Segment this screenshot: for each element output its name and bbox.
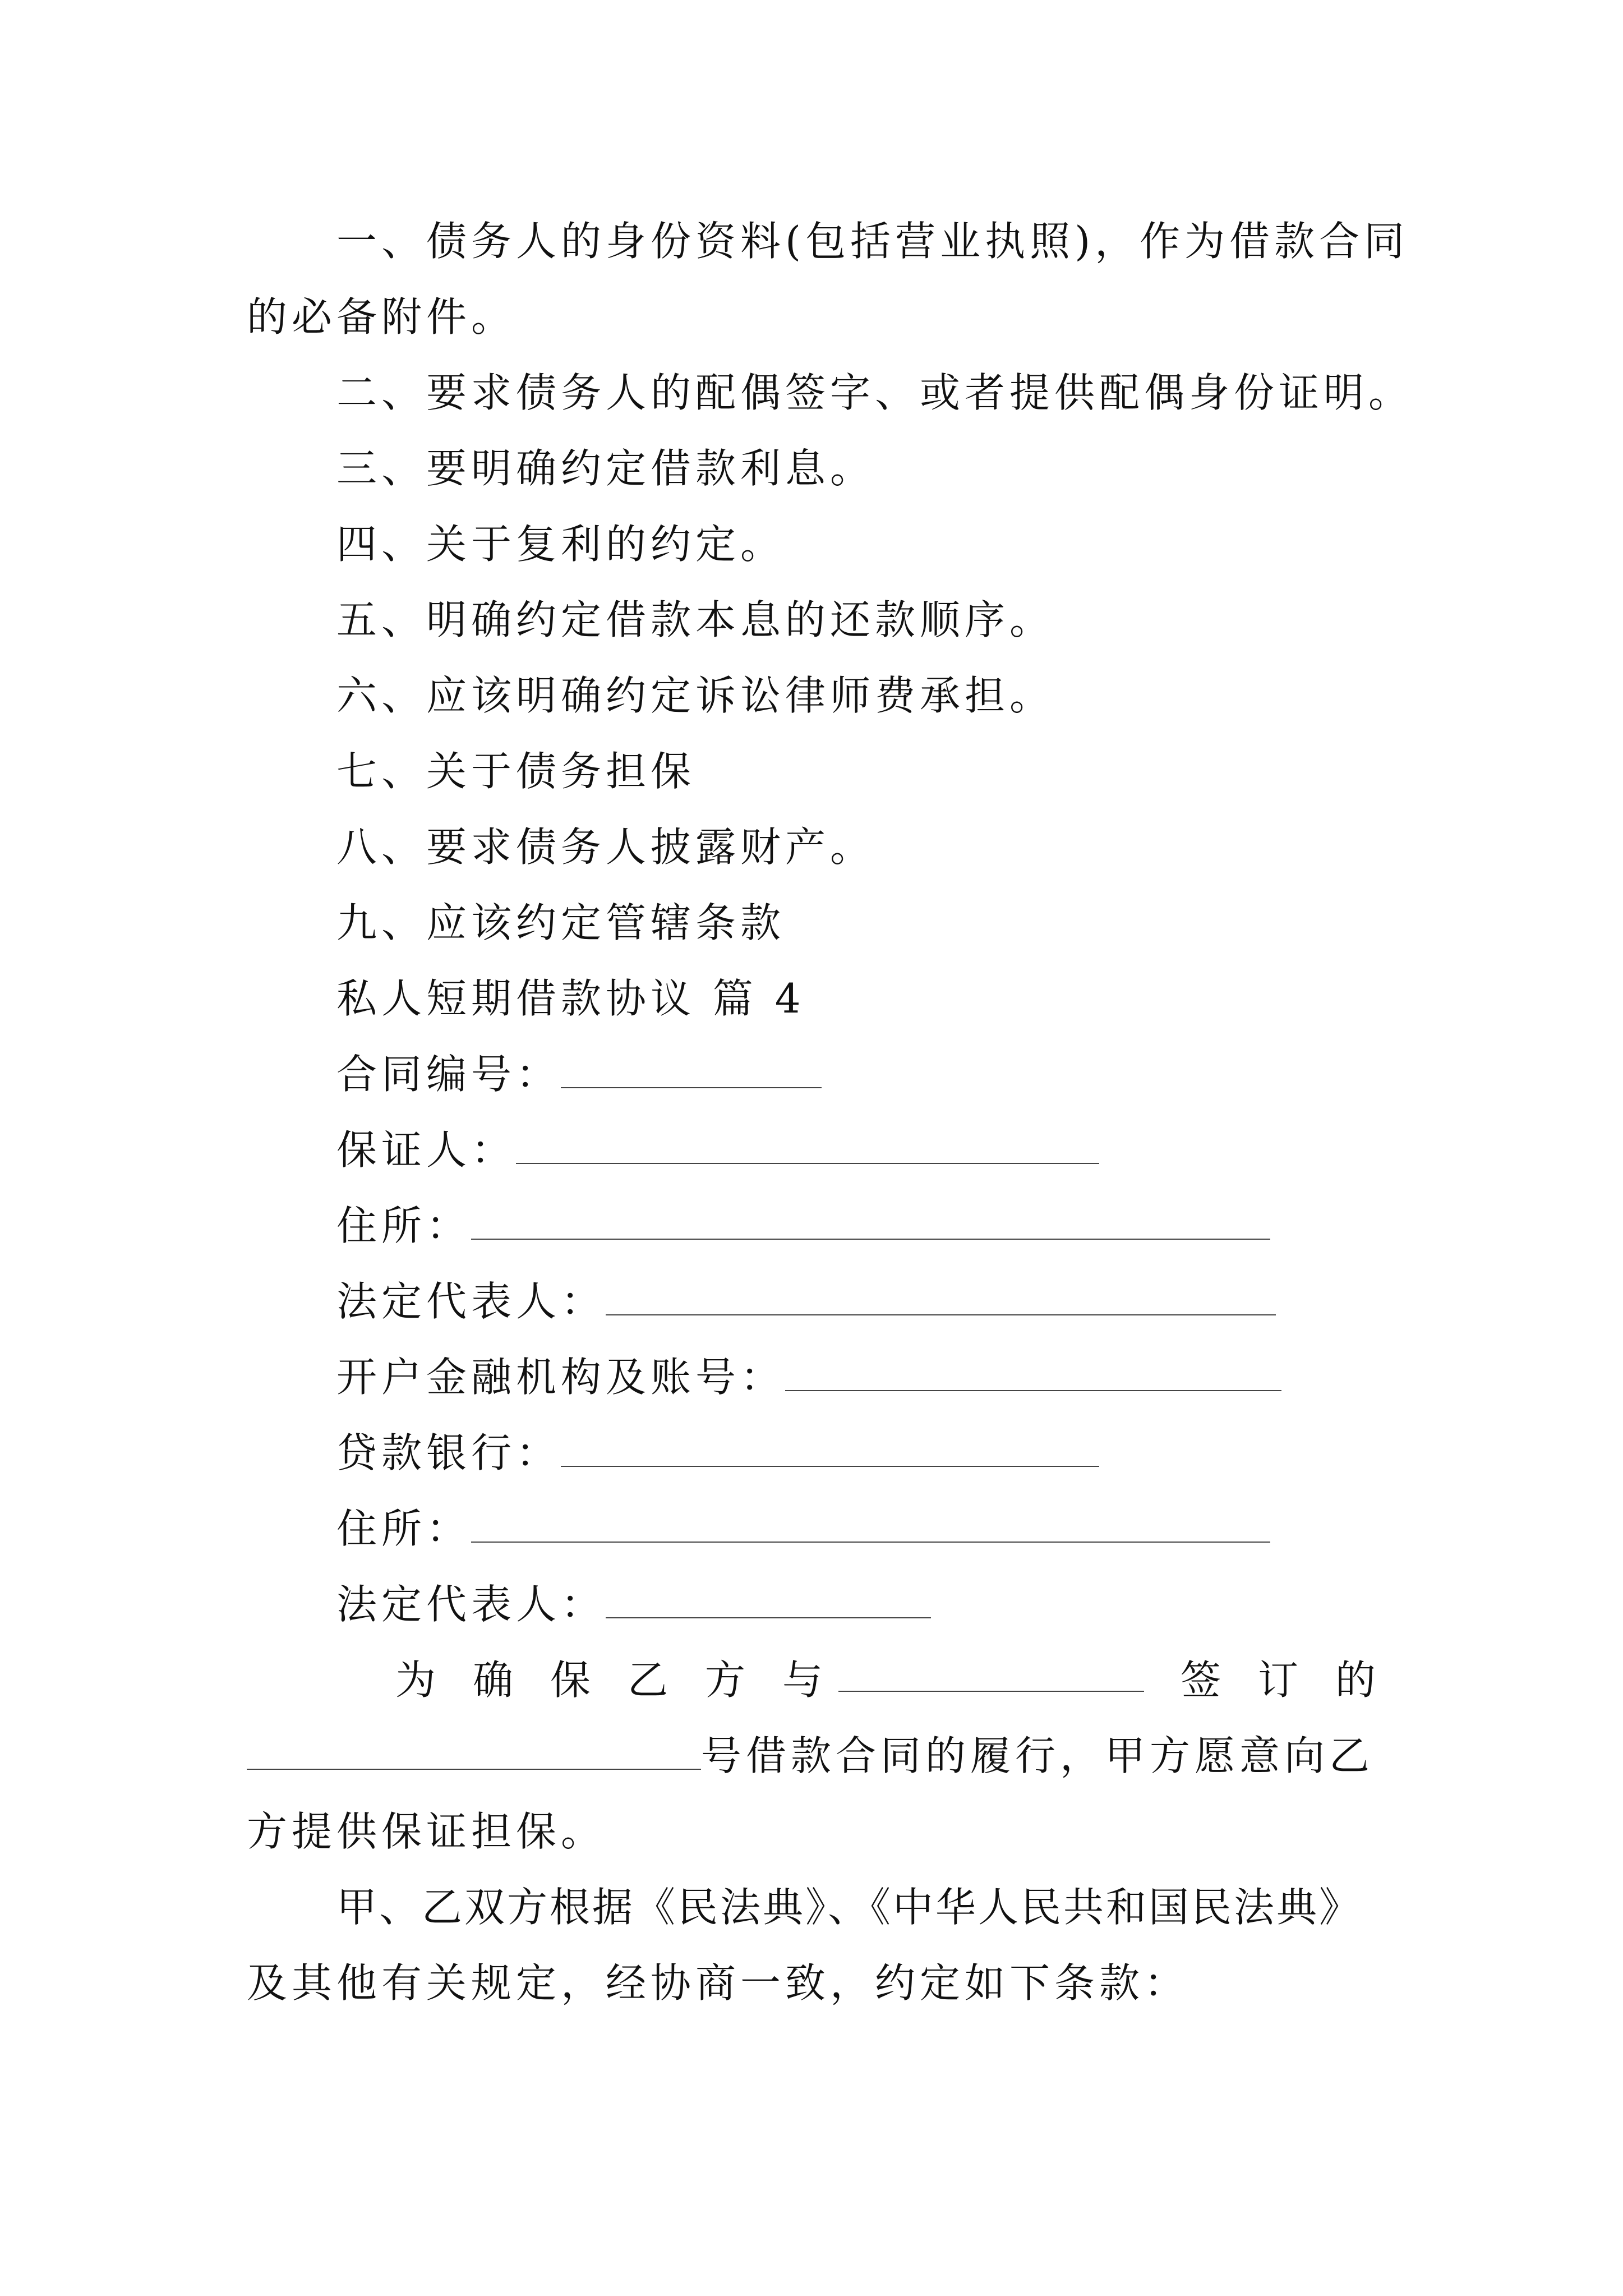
field-lending-bank — [336, 1428, 1099, 1478]
field-address-1 — [336, 1200, 1270, 1251]
field-legal-rep-1 — [336, 1276, 1276, 1327]
fill-blank — [606, 1278, 1276, 1315]
fill-blank — [247, 1733, 701, 1770]
purpose-char: 签 — [1181, 1657, 1221, 1704]
purpose-line-2 — [247, 1731, 1374, 1781]
field-label: 贷款银行： — [336, 1429, 561, 1476]
purpose-line-1 — [0, 1655, 1623, 1705]
field-guarantor — [336, 1125, 1099, 1175]
field-contract-number — [336, 1049, 822, 1099]
purpose-char: 与 — [782, 1657, 823, 1704]
item-7: 七、关于债务担保 — [336, 748, 696, 795]
field-label: 住所： — [336, 1202, 472, 1249]
field-label: 合同编号： — [336, 1051, 561, 1098]
item-8: 八、要求债务人披露财产。 — [336, 823, 875, 871]
item-1: 一、债务人的身份资料(包括营业执照)，作为借款合同 — [336, 218, 1409, 265]
purpose-char: 订 — [1258, 1657, 1299, 1704]
fill-blank — [838, 1655, 1144, 1692]
fill-blank — [516, 1127, 1099, 1164]
item-5: 五、明确约定借款本息的还款顺序。 — [336, 596, 1055, 643]
purpose-char: 确 — [473, 1657, 514, 1704]
purpose-char: 保 — [550, 1657, 591, 1704]
basis-line-2: 及其他有关规定，经协商一致，约定如下条款： — [247, 1959, 1189, 2007]
field-bank-account — [336, 1352, 1281, 1402]
item-4: 四、关于复利的约定。 — [336, 521, 786, 568]
section-title: 私人短期借款协议 篇 4 — [336, 975, 805, 1022]
fill-blank — [561, 1430, 1099, 1467]
item-9: 九、应该约定管辖条款 — [336, 899, 786, 946]
purpose-char: 的 — [1335, 1657, 1376, 1704]
fill-blank — [471, 1506, 1270, 1543]
field-label: 保证人： — [336, 1126, 517, 1174]
purpose-char: 乙 — [628, 1657, 668, 1704]
item-6: 六、应该明确约定诉讼律师费承担。 — [336, 672, 1055, 719]
purpose-line-3: 方提供保证担保。 — [247, 1808, 606, 1855]
field-label: 法定代表人： — [336, 1581, 606, 1628]
field-legal-rep-2 — [336, 1579, 931, 1630]
field-address-2 — [336, 1503, 1270, 1554]
fill-blank — [561, 1051, 822, 1088]
item-3: 三、要明确约定借款利息。 — [336, 445, 875, 492]
field-label: 法定代表人： — [336, 1278, 606, 1325]
purpose-char: 为 — [395, 1657, 436, 1704]
fill-blank — [785, 1354, 1281, 1391]
fill-blank — [471, 1203, 1270, 1240]
purpose-line-2-text: 号借款合同的履行，甲方愿意向乙 — [701, 1732, 1375, 1779]
basis-line-1: 甲、乙双方根据《民法典》、《中华人民共和国民法典》 — [336, 1884, 1362, 1931]
field-label: 住所： — [336, 1505, 472, 1552]
fill-blank — [606, 1581, 931, 1618]
item-1-continuation: 的必备附件。 — [247, 293, 517, 341]
field-label: 开户金融机构及账号： — [336, 1354, 786, 1401]
item-2: 二、要求债务人的配偶签字、或者提供配偶身份证明。 — [336, 369, 1414, 416]
purpose-char: 方 — [705, 1657, 746, 1704]
